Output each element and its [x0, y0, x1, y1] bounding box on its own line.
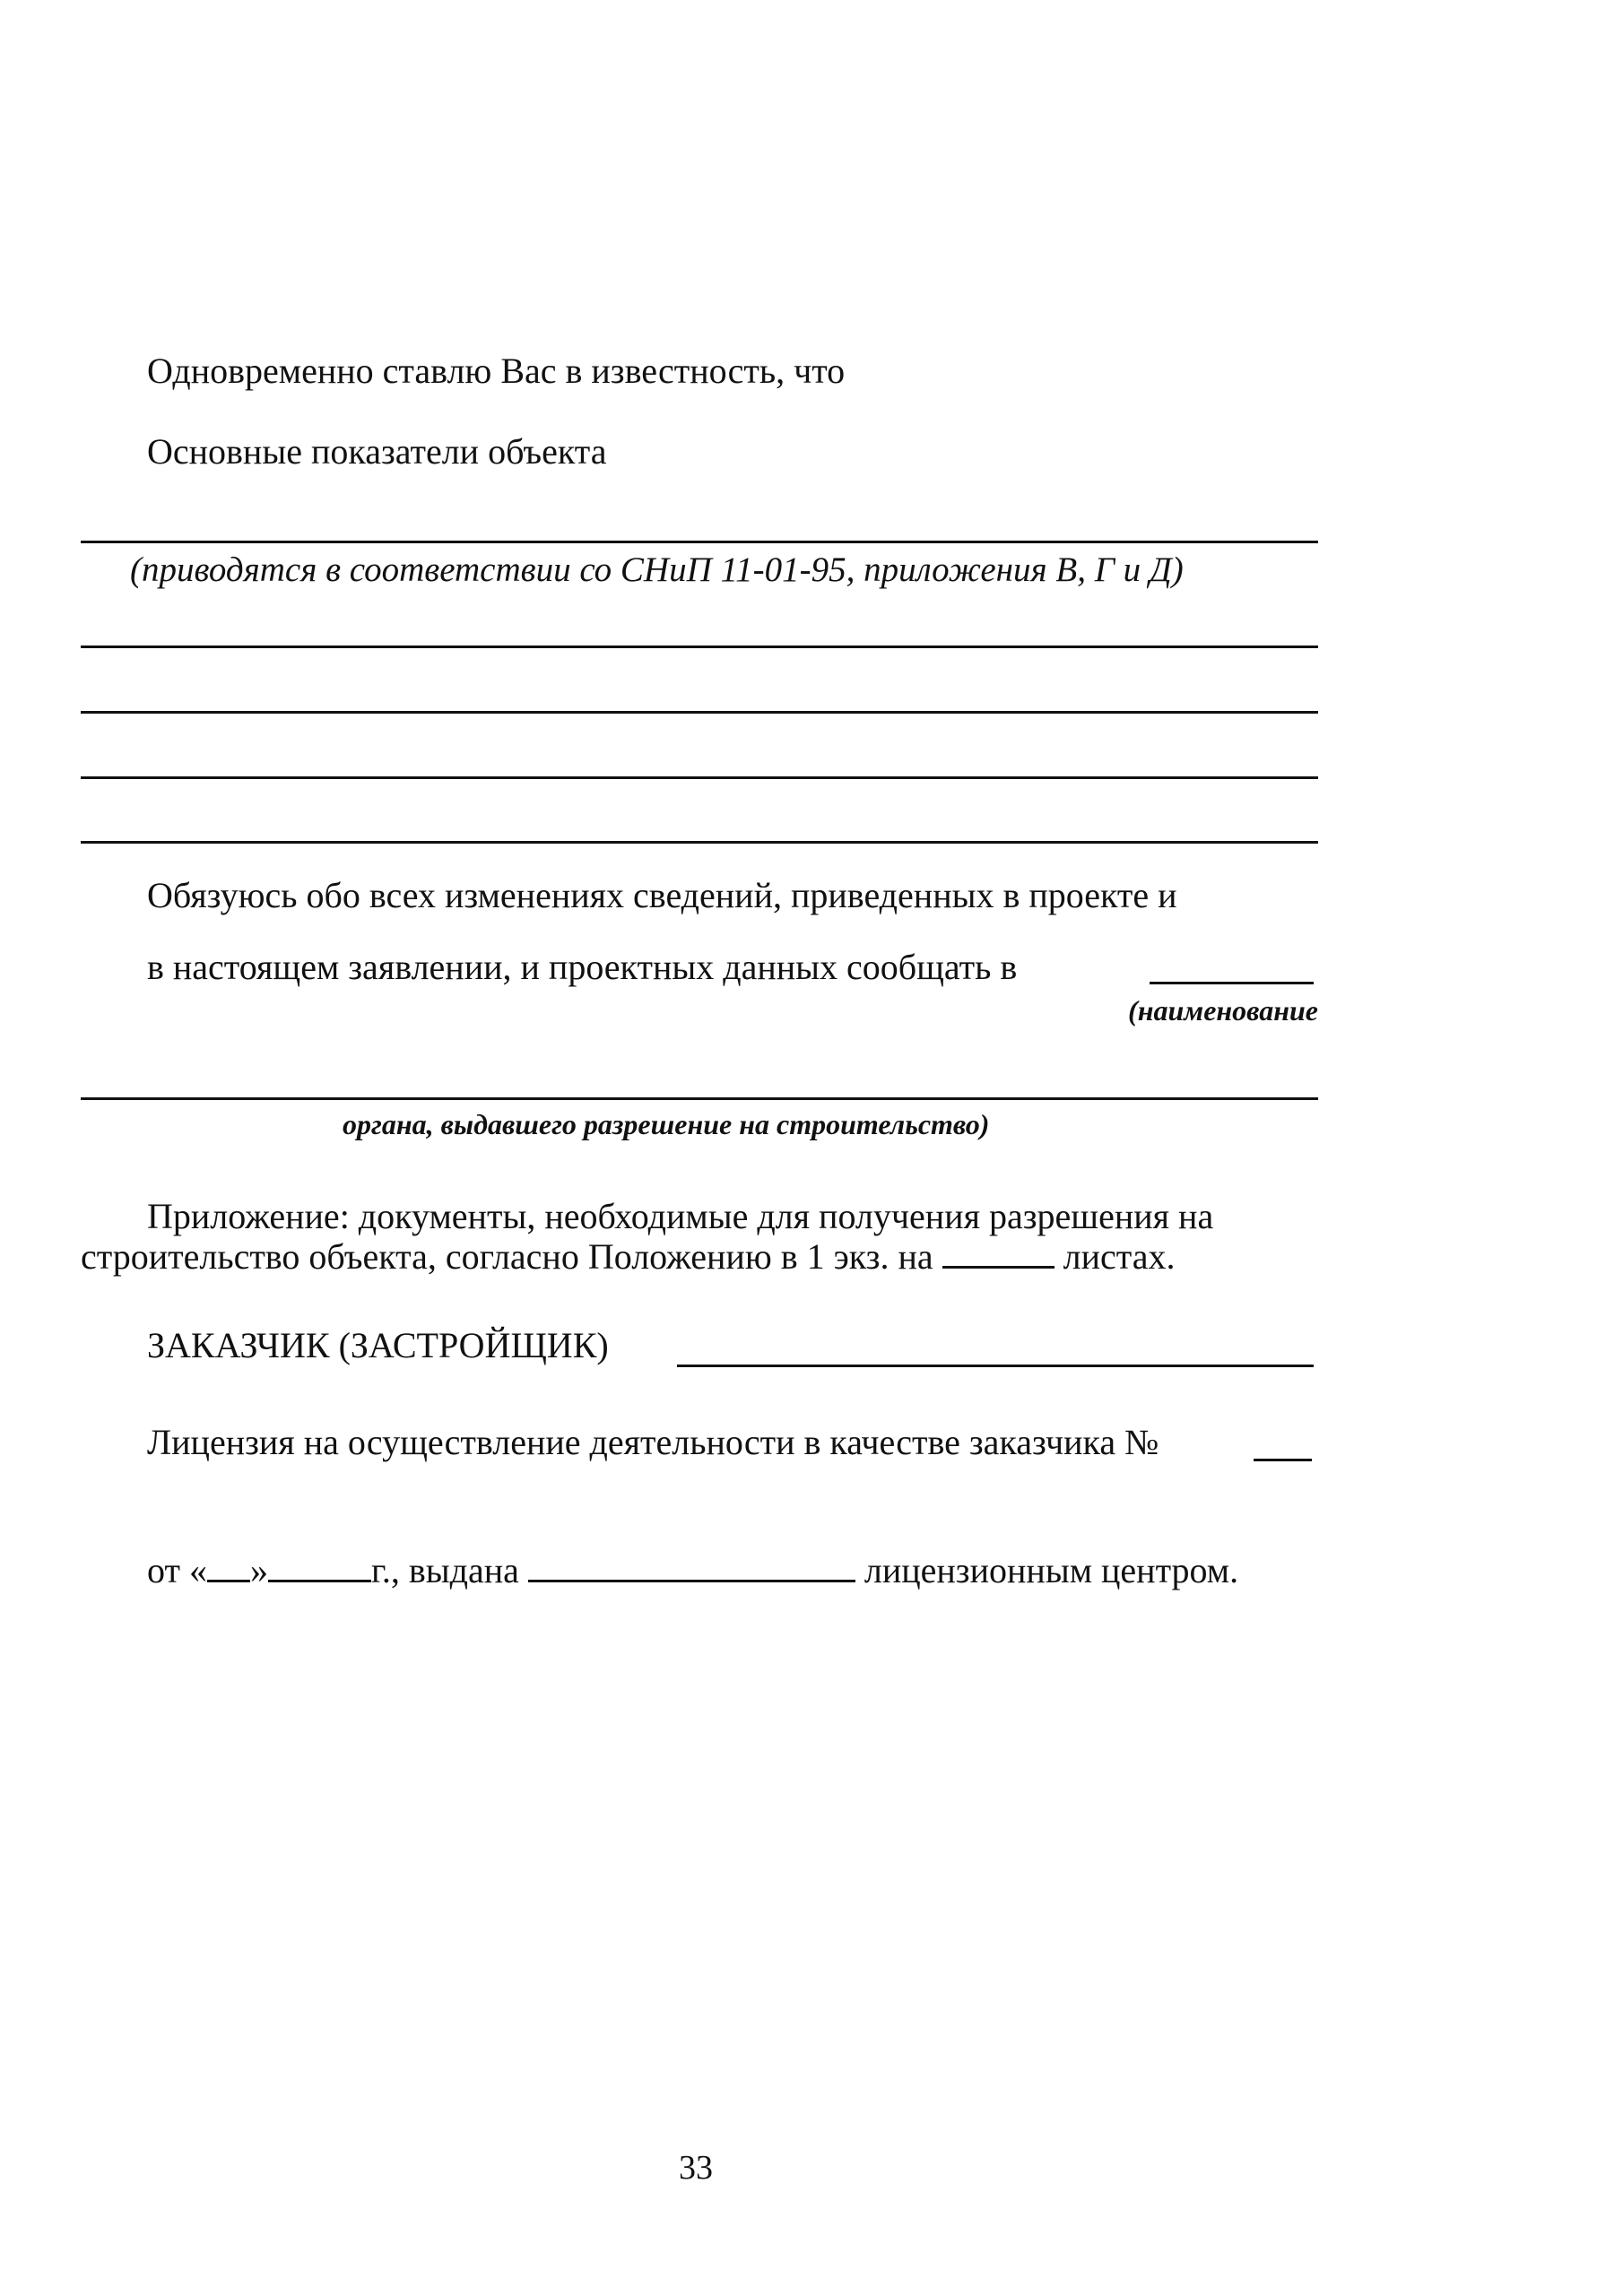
day-blank — [207, 1553, 250, 1582]
issued-year: г., выдана — [370, 1550, 519, 1590]
issuer-blank — [528, 1553, 855, 1582]
authority-blank — [1150, 982, 1314, 984]
customer-blank — [677, 1365, 1314, 1367]
naming-note: (наименование — [1128, 994, 1318, 1027]
notify-line: Одновременно ставлю Вас в известность, что — [147, 351, 846, 391]
license-number-blank — [1254, 1459, 1312, 1461]
indicators-line-1 — [81, 541, 1318, 543]
authority-line — [81, 1097, 1318, 1100]
appendix-line-1: Приложение: документы, необходимые для получения разрешения на — [147, 1196, 1214, 1236]
license-line: Лицензия на осуществление деятельности в качестве заказчика № — [147, 1422, 1159, 1462]
issued-quote-close: » — [249, 1550, 268, 1590]
authority-note: органа, выдавшего разрешение на строительство) — [343, 1108, 990, 1140]
indicators-line-2 — [81, 645, 1318, 648]
sheets-blank — [942, 1239, 1055, 1269]
appendix-line-2 — [81, 1235, 1176, 1278]
month-blank — [268, 1553, 371, 1582]
indicators-line-4 — [81, 776, 1318, 779]
issued-center: лицензионным центром. — [864, 1550, 1239, 1590]
page-number: 33 — [679, 2149, 713, 2187]
issued-from: от « — [147, 1550, 207, 1590]
snip-note: (приводятся в соответствии со СНиП 11-01-95, приложения В, Г и Д) — [130, 550, 1184, 589]
indicators-heading: Основные показатели объекта — [147, 431, 607, 472]
obligation-line-1: Обязуюсь обо всех изменениях сведений, приведенных в проекте и — [147, 875, 1177, 915]
issued-line — [147, 1549, 1238, 1592]
appendix-text: строительство объекта, согласно Положению в 1 экз. на — [81, 1236, 933, 1277]
indicators-line-3 — [81, 711, 1318, 714]
appendix-sheets: листах. — [1063, 1236, 1176, 1277]
indicators-line-5 — [81, 841, 1318, 844]
customer-label: ЗАКАЗЧИК (ЗАСТРОЙЩИК) — [147, 1325, 609, 1365]
obligation-line-2: в настоящем заявлении, и проектных данных сообщать в — [147, 947, 1018, 987]
